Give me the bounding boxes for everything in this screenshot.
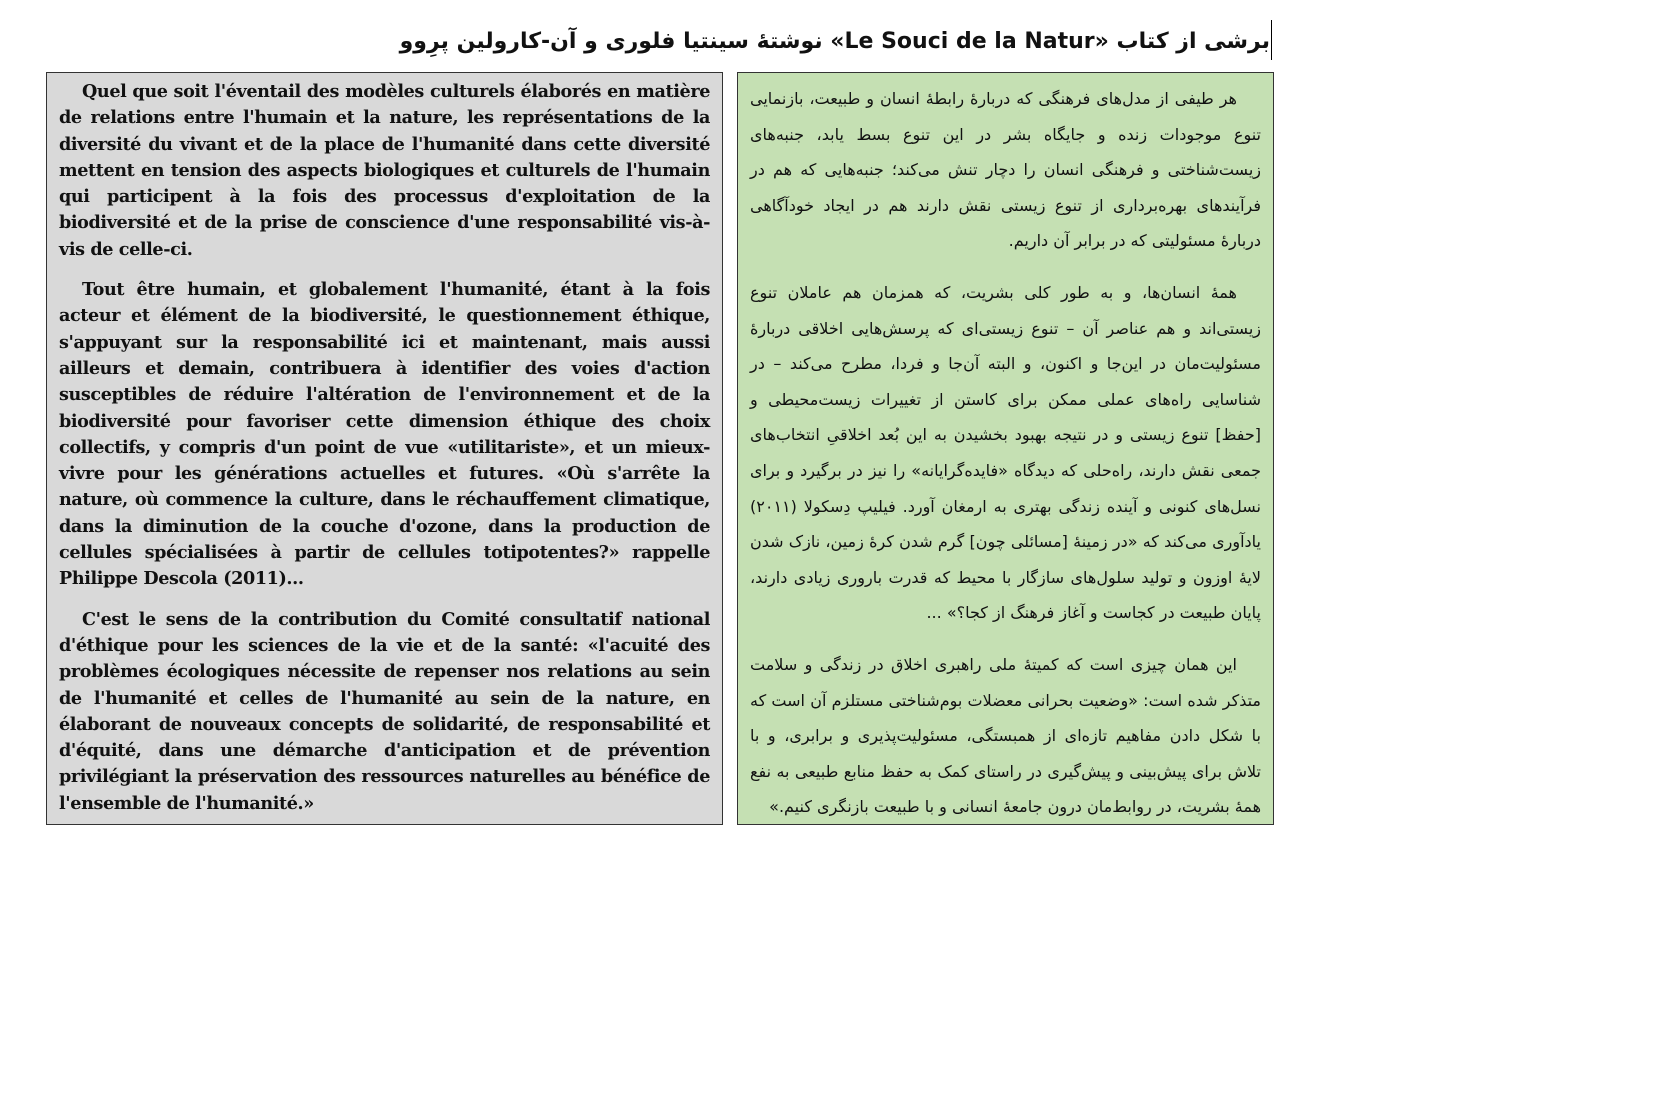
persian-paragraph-1: هر طیفی از مدل‌های فرهنگی که دربارهٔ رابطهٔ انسان و طبیعت، بازنمایی تنوع موجودات زنده و جایگاه بشر در این تنوع بسط یابد، جنبه‌های زیست‌شناختی و فرهنگی انسان را دچار تنش می‌کند؛ جنبه‌هایی که هم در فرآیندهای بهره‌برداری از تنوع زیستی نقش دارند هم در ایجاد خودآگاهی دربارهٔ مسئولیتی که در برابر آن داریم. <box>750 89 1261 251</box>
french-paragraph-2: Tout être humain, et globalement l'humanité, étant à la fois acteur et élément de la biodiversité, le questionnement éthique, s'appuyant sur la responsabilité ici et maintenant, mais aussi ailleurs et demain, contribuera à identifier des voies d'action susceptibles de réduire l'altération de l'environnement et de la biodiversité pour favoriser cette dimension éthique des choix collectifs, y compris d'un point de vue «utilitariste», et un mieux-vivre pour les générations actuelles et futures. «Où s'arrête la nature, où commence la culture, dans le réchauffement climatique, dans la diminution de la couche d'ozone, dans la production de cellules spécialisées à partir de cellules totipotentes?» rappelle Philippe Descola (2011)... <box>59 279 710 590</box>
french-paragraph-3: C'est le sens de la contribution du Comité consultatif national d'éthique pour les sciences de la vie et de la santé: «l'acuité des problèmes écologiques nécessite de repenser nos relations au sein de l'humanité et celles de l'humanité au sein de la nature, en élaborant de nouveaux concepts de solidarité, de responsabilité et d'équité, dans une démarche d'anticipation et de prévention privilégiant la préservation des ressources naturelles au bénéfice de l'ensemble de l'humanité.» <box>59 608 710 814</box>
text-cursor <box>1271 20 1272 60</box>
french-text-panel <box>46 72 723 825</box>
persian-paragraph-2: همهٔ انسان‌ها، و به طور کلی بشریت، که همزمان هم عاملان تنوع زیستی‌اند و هم عناصر آن – تنوع زیستی‌ای که پرسش‌هایی اخلاقی دربارهٔ مسئولیت‌مان در این‌جا و اکنون، و البته آن‌جا و فردا، مطرح می‌کند – در شناسایی راه‌های عملی ممکن برای کاستن از تغییرات زیست‌محیطی و [حفظ] تنوع زیستی و در نتیجه بهبود بخشیدن به این بُعد اخلاقیِ انتخاب‌های جمعی نقش دارند، راه‌حلی که دیدگاه «فایده‌گرایانه» را نیز در برگیرد و برای نسل‌های کنونی و آینده زندگی بهتری به ارمغان آورد. فیلیپ دِسکولا (۲۰۱۱) یادآوری می‌کند که «در زمینهٔ [مسائلی چون] گرم شدن کرهٔ زمین، نازک شدن لایهٔ اوزون و تولید سلول‌های سازگار با محیط که قدرت باروری زیادی دارند، پایان طبیعت در کجاست و آغاز فرهنگ از کجا؟» ... <box>750 282 1261 623</box>
document-title: برشی از کتاب «Le Souci de la Natur» نوشتهٔ سینتیا فلوری و آن-کارولین پرِوو <box>399 29 1270 54</box>
french-paragraph-1: Quel que soit l'éventail des modèles culturels élaborés en matière de relations entre l'humain et la nature, les représentations de la diversité du vivant et de la place de l'humanité dans cette diversité mettent en tension des aspects biologiques et culturels de l'humain qui participent à la fois des processus d'exploitation de la biodiversité et de la prise de conscience d'une responsabilité vis-à-vis de celle-ci. <box>59 81 710 260</box>
persian-text-panel <box>737 72 1274 825</box>
persian-paragraph-3: این همان چیزی است که کمیتهٔ ملی راهبری اخلاق در زندگی و سلامت متذکر شده است: «وضعیت بحرانی معضلات بوم‌شناختی مستلزم آن است که با شکل دادن مفاهیم تازه‌ای از همبستگی، مسئولیت‌پذیری و برابری، و با تلاش برای پیش‌بینی و پیش‌گیری در راستای کمک به حفظ منابع طبیعی به نفع همهٔ بشریت، در روابط‌مان درون جامعهٔ انسانی و با طبیعت بازنگری کنیم.» <box>750 654 1261 817</box>
